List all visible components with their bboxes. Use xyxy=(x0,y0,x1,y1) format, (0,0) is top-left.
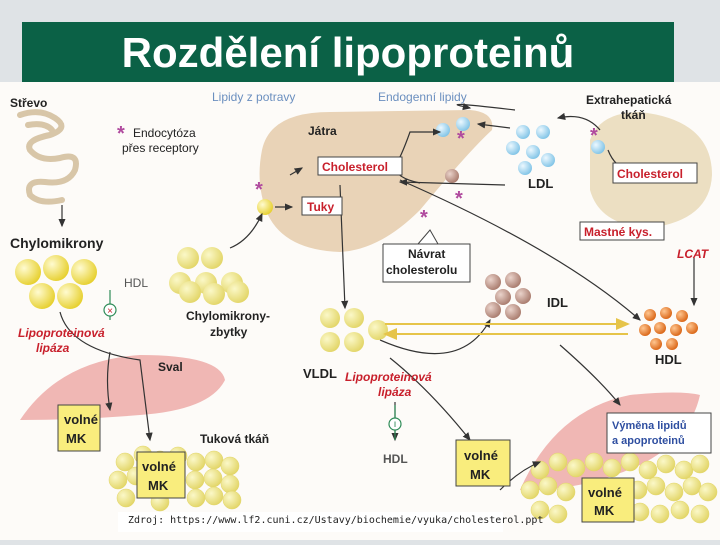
label-ldl: LDL xyxy=(528,176,554,191)
label-lpl-left-2: lipáza xyxy=(36,341,70,355)
svg-text:*: * xyxy=(457,128,465,150)
svg-text:*: * xyxy=(117,123,125,145)
label-volne-4: volné xyxy=(588,485,622,500)
diagram-svg xyxy=(0,82,720,540)
label-lpl-center-1: Lipoproteinová xyxy=(345,370,432,384)
label-chylo-zbytky-1: Chylomikrony- xyxy=(186,309,271,323)
label-endogenni-lipidy: Endogenní lipidy xyxy=(378,90,467,104)
label-lcat: LCAT xyxy=(677,247,709,261)
label-lipidy-z-potravy: Lipidy z potravy xyxy=(212,90,296,104)
label-mk-1: MK xyxy=(66,431,87,446)
label-cholesterol-tissue: Cholesterol xyxy=(617,167,684,181)
returning-particle xyxy=(445,169,459,183)
label-pres-receptory: přes receptory xyxy=(122,141,199,155)
label-cholesterol-liver: Cholesterol xyxy=(322,160,389,174)
svg-text:*: * xyxy=(420,207,428,229)
label-mk-4: MK xyxy=(594,503,615,518)
label-lpl-left-1: Lipoproteinová xyxy=(18,326,105,340)
label-extrahepaticka: Extrahepatická xyxy=(586,93,672,107)
label-lpl-center-2: lipáza xyxy=(378,385,412,399)
label-mk-3: MK xyxy=(470,467,491,482)
label-hdl-bottom: HDL xyxy=(383,452,408,466)
slide-title: Rozdělení lipoproteinů xyxy=(121,29,575,76)
label-vldl: VLDL xyxy=(303,366,337,381)
label-tukova-tkan: Tuková tkáň xyxy=(200,432,270,446)
label-endocytoza: Endocytóza xyxy=(133,126,196,140)
label-vymena-1: Výměna lipidů xyxy=(612,420,687,432)
svg-text:*: * xyxy=(590,125,598,147)
label-mastne-kys: Mastné kys. xyxy=(584,225,653,239)
svg-text:×: × xyxy=(107,306,113,317)
label-sval: Sval xyxy=(158,360,183,374)
label-mk-2: MK xyxy=(148,478,169,493)
svg-text:*: * xyxy=(255,179,263,201)
label-chylomikrony: Chylomikrony xyxy=(10,235,104,251)
label-jatra: Játra xyxy=(308,124,337,138)
lipoprotein-diagram xyxy=(0,82,720,540)
label-chylo-zbytky-2: zbytky xyxy=(210,325,248,339)
label-volne-2: volné xyxy=(142,459,176,474)
label-tkan: tkáň xyxy=(621,108,646,122)
label-vymena-2: a apoproteinů xyxy=(612,435,685,447)
label-volne-1: volné xyxy=(64,412,98,427)
label-hdl-upper: HDL xyxy=(124,276,149,290)
label-navrat: Návrat xyxy=(408,247,446,261)
svg-text:ı: ı xyxy=(393,419,397,430)
svg-text:*: * xyxy=(455,188,463,210)
label-volne-3: volné xyxy=(464,448,498,463)
label-idl: IDL xyxy=(547,295,568,310)
vymena-box xyxy=(607,413,711,453)
label-tuky: Tuky xyxy=(307,200,335,214)
label-cholesterolu: cholesterolu xyxy=(386,263,458,277)
remnant-uptake-particle xyxy=(257,199,273,215)
label-hdl-right: HDL xyxy=(655,352,682,367)
source-note: Zdroj: https://www.lf2.cuni.cz/Ustavy/biochemie/vyuka/cholesterol.ppt xyxy=(128,515,544,526)
label-strevo: Střevo xyxy=(10,96,48,110)
